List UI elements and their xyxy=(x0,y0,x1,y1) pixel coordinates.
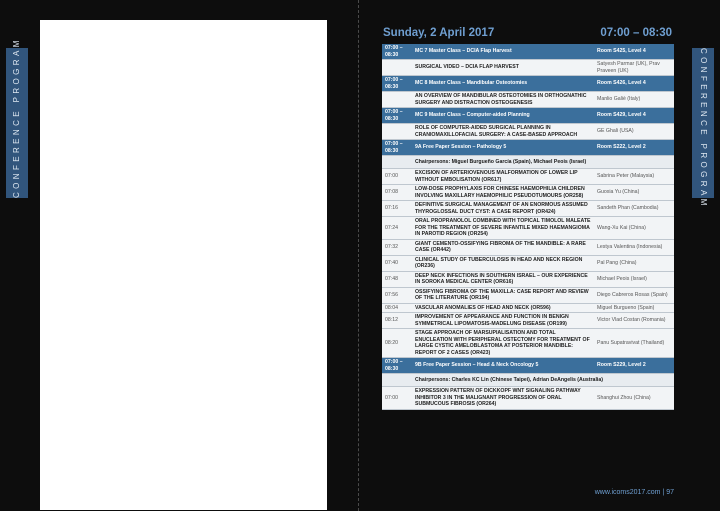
session-time: 07:00 – 08:30 xyxy=(382,44,412,60)
session-title: MC 8 Master Class – Mandibular Osteotomies xyxy=(412,76,594,92)
blank-page xyxy=(40,20,327,510)
talk-time: 07:24 xyxy=(382,217,412,240)
talk-title: DEEP NECK INFECTIONS IN SOUTHERN ISRAEL – OUR EXPERIENCE IN SOROKA MEDICAL CENTER (OR616) xyxy=(412,271,594,287)
session-title: MC 7 Master Class – DCIA Flap Harvest xyxy=(412,44,594,60)
session-room: Room S425, Level 4 xyxy=(594,44,674,60)
table-row xyxy=(382,201,674,217)
session-time: 07:00 – 08:30 xyxy=(382,358,412,374)
talk-speaker: Miguel Burgueno (Spain) xyxy=(594,303,674,313)
talk-title: STAGE APPROACH OF MARSUPIALISATION AND TOTAL ENUCLEATION WITH PERIPHERAL OSTECTOMY FOR TREATMENT OF LARGE CYSTIC AMELOBLASTOMA AT POSTERIOR MANDIBLE: REPORT OF 2 CASES (OR423) xyxy=(412,329,594,358)
side-tab-left xyxy=(6,37,28,198)
table-row xyxy=(382,313,674,329)
talk-title: LOW-DOSE PROPHYLAXIS FOR CHINESE HAEMOPHILIA CHILDREN INVOLVING MAXILLARY HAEMOPHILIC PSEUDOTUMOURS (OR258) xyxy=(412,185,594,201)
talk-time: 07:00 xyxy=(382,387,412,410)
talk-time: 07:32 xyxy=(382,239,412,255)
talk-title: AN OVERVIEW OF MANDIBULAR OSTEOTOMIES IN ORTHOGNATHIC SURGERY AND DISTRACTION OSTEOGENESIS xyxy=(412,92,594,108)
talk-time: 07:48 xyxy=(382,271,412,287)
chairpersons-text: Chairpersons: Charles KC Lin (Chinese Taipei), Adrian DeAngelis (Australia) xyxy=(412,374,674,387)
schedule-table xyxy=(382,44,674,410)
table-row xyxy=(382,60,674,76)
chairpersons-row xyxy=(382,374,674,387)
talk-speaker: Diego Cabreros Rosas (Spain) xyxy=(594,287,674,303)
table-row xyxy=(382,217,674,240)
table-row xyxy=(382,271,674,287)
side-label-right: CONFERENCE PROGRAM xyxy=(699,48,708,209)
talk-time: 08:12 xyxy=(382,313,412,329)
talk-time: 07:40 xyxy=(382,255,412,271)
talk-title: SURGICAL VIDEO – DCIA FLAP HARVEST xyxy=(412,60,594,76)
table-row xyxy=(382,92,674,108)
session-header-row xyxy=(382,44,674,60)
chairpersons-text: Chairpersons: Miguel Burgueño García (Spain), Michael Peois (Israel) xyxy=(412,156,674,169)
talk-speaker: Shanghui Zhou (China) xyxy=(594,387,674,410)
page-time-range: 07:00 – 08:30 xyxy=(600,27,672,39)
talk-speaker: Wang-Xu Kai (China) xyxy=(594,217,674,240)
session-room: Room S426, Level 4 xyxy=(594,76,674,92)
session-header-row xyxy=(382,140,674,156)
talk-title: DEFINITIVE SURGICAL MANAGEMENT OF AN ENORMOUS ASSUMED THYROGLOSSAL DUCT CYST: A CASE REPORT (OR424) xyxy=(412,201,594,217)
chair-spacer xyxy=(382,374,412,387)
talk-title: EXPRESSION PATTERN OF DICKKOPF WNT SIGNALING PATHWAY INHIBITOR 3 IN THE MALIGNANT PROGRESSION OF ORAL SUBMUCOUS FIBROSIS (OR264) xyxy=(412,387,594,410)
talk-title: EXCISION OF ARTERIOVENOUS MALFORMATION OF LOWER LIP WITHOUT EMBOLISATION (OR617) xyxy=(412,169,594,185)
talk-time: 07:00 xyxy=(382,169,412,185)
talk-title: GIANT CEMENTO-OSSIFYING FIBROMA OF THE MANDIBLE: A RARE CASE (OR442) xyxy=(412,239,594,255)
page-footer: www.icoms2017.com | 97 xyxy=(594,489,674,496)
talk-title: ROLE OF COMPUTER-AIDED SURGICAL PLANNING IN CRANIOMAXILLOFACIAL SURGERY: A CASE-BASED APPROACH xyxy=(412,124,594,140)
table-row xyxy=(382,387,674,410)
table-row xyxy=(382,329,674,358)
talk-speaker: Lestya Valentina (Indonesia) xyxy=(594,239,674,255)
session-title: 9A Free Paper Session – Pathology 5 xyxy=(412,140,594,156)
page-date: Sunday, 2 April 2017 xyxy=(383,27,495,39)
session-header-row xyxy=(382,108,674,124)
talk-speaker: Pal Pang (China) xyxy=(594,255,674,271)
talk-speaker: GE Ghali (USA) xyxy=(594,124,674,140)
table-row xyxy=(382,255,674,271)
side-tab-right xyxy=(692,48,714,209)
session-title: 9B Free Paper Session – Head & Neck Oncology 5 xyxy=(412,358,594,374)
session-room: Room S229, Level 2 xyxy=(594,358,674,374)
session-room: Room S222, Level 2 xyxy=(594,140,674,156)
page-spine xyxy=(358,0,359,511)
talk-speaker: Sandeth Phan (Cambodia) xyxy=(594,201,674,217)
talk-time: 08:20 xyxy=(382,329,412,358)
talk-time xyxy=(382,92,412,108)
talk-time: 08:04 xyxy=(382,303,412,313)
talk-time: 07:08 xyxy=(382,185,412,201)
chair-spacer xyxy=(382,156,412,169)
session-time: 07:00 – 08:30 xyxy=(382,140,412,156)
talk-speaker: Panu Supatravivat (Thailand) xyxy=(594,329,674,358)
talk-title: CLINICAL STUDY OF TUBERCULOSIS IN HEAD AND NECK REGION (OR236) xyxy=(412,255,594,271)
talk-title: ORAL PROPRANOLOL COMBINED WITH TOPICAL TIMOLOL MALEATE FOR THE TREATMENT OF SEVERE INFANTILE MIXED HAEMANGIOMA IN PAROTID REGION (OR254) xyxy=(412,217,594,240)
table-row xyxy=(382,185,674,201)
session-header-row xyxy=(382,76,674,92)
talk-speaker: Michael Peois (Israel) xyxy=(594,271,674,287)
talk-title: OSSIFYING FIBROMA OF THE MAXILLA: CASE REPORT AND REVIEW OF THE LITERATURE (OR194) xyxy=(412,287,594,303)
talk-speaker: Manlio Galiè (Italy) xyxy=(594,92,674,108)
chairpersons-row xyxy=(382,156,674,169)
talk-speaker: Victor Vlad Costan (Romania) xyxy=(594,313,674,329)
talk-time xyxy=(382,60,412,76)
session-time: 07:00 – 08:30 xyxy=(382,76,412,92)
table-row xyxy=(382,287,674,303)
talk-time xyxy=(382,124,412,140)
talk-time: 07:56 xyxy=(382,287,412,303)
table-row xyxy=(382,124,674,140)
talk-speaker: Satyesh Parmar (UK), Prav Praveen (UK) xyxy=(594,60,674,76)
talk-speaker: Sabrina Peter (Malaysia) xyxy=(594,169,674,185)
table-row xyxy=(382,239,674,255)
talk-speaker: Guoxia Yu (China) xyxy=(594,185,674,201)
table-row xyxy=(382,169,674,185)
talk-title: VASCULAR ANOMALIES OF HEAD AND NECK (OR596) xyxy=(412,303,594,313)
talk-time: 07:16 xyxy=(382,201,412,217)
table-row xyxy=(382,303,674,313)
talk-title: IMPROVEMENT OF APPEARANCE AND FUNCTION IN BENIGN SYMMETRICAL LIPOMATOSIS-MADELUNG DISEASE (OR199) xyxy=(412,313,594,329)
session-title: MC 9 Master Class – Computer-aided Planning xyxy=(412,108,594,124)
session-room: Room S429, Level 4 xyxy=(594,108,674,124)
session-header-row xyxy=(382,358,674,374)
session-time: 07:00 – 08:30 xyxy=(382,108,412,124)
side-label-left: CONFERENCE PROGRAM xyxy=(12,37,21,198)
